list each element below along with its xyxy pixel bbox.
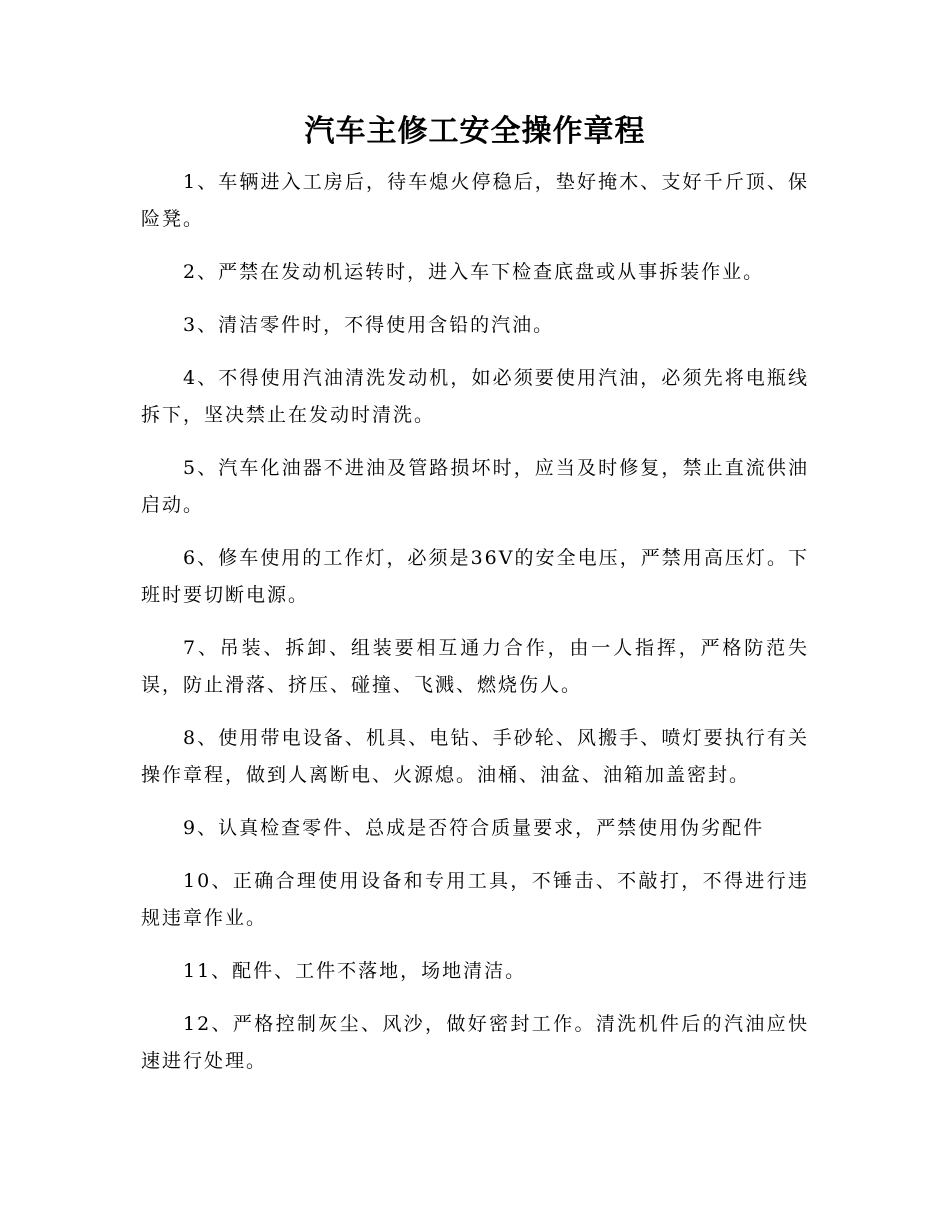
rule-paragraph-4: 4、不得使用汽油清洗发动机，如必须要使用汽油，必须先将电瓶线拆下，坚决禁止在发动时清洗。: [141, 367, 809, 426]
rule-paragraph-11: 11、配件、工件不落地，场地清洁。: [183, 960, 527, 982]
rule-paragraph-10: 10、正确合理使用设备和专用工具，不锤击、不敲打，不得进行违规违章作业。: [141, 870, 809, 929]
rule-paragraph-2: 2、严禁在发动机运转时，进入车下检查底盘或从事拆装作业。: [183, 261, 765, 283]
rule-paragraph-7: 7、吊装、拆卸、组装要相互通力合作，由一人指挥，严格防范失误，防止滑落、挤压、碰撞、飞溅、燃烧伤人。: [141, 637, 809, 696]
document-body: [141, 164, 809, 1096]
rule-paragraph-12: 12、严格控制灰尘、风沙，做好密封工作。清洗机件后的汽油应快速进行处理。: [141, 1013, 809, 1072]
rule-paragraph-8: 8、使用带电设备、机具、电钻、手砂轮、风搬手、喷灯要执行有关操作章程，做到人离断电、火源熄。油桶、油盆、油箱加盖密封。: [141, 727, 809, 786]
rule-paragraph-6: 6、修车使用的工作灯，必须是36V的安全电压，严禁用高压灯。下班时要切断电源。: [141, 547, 809, 606]
rule-paragraph-9: 9、认真检查零件、总成是否符合质量要求，严禁使用伪劣配件: [183, 817, 765, 839]
rule-paragraph-1: 1、车辆进入工房后，待车熄火停稳后，垫好掩木、支好千斤顶、保险凳。: [141, 171, 809, 230]
rule-paragraph-3: 3、清洁零件时，不得使用含铅的汽油。: [183, 314, 555, 336]
rule-paragraph-5: 5、汽车化油器不进油及管路损坏时，应当及时修复，禁止直流供油启动。: [141, 457, 809, 516]
document-title: 汽车主修工安全操作章程: [304, 114, 646, 149]
